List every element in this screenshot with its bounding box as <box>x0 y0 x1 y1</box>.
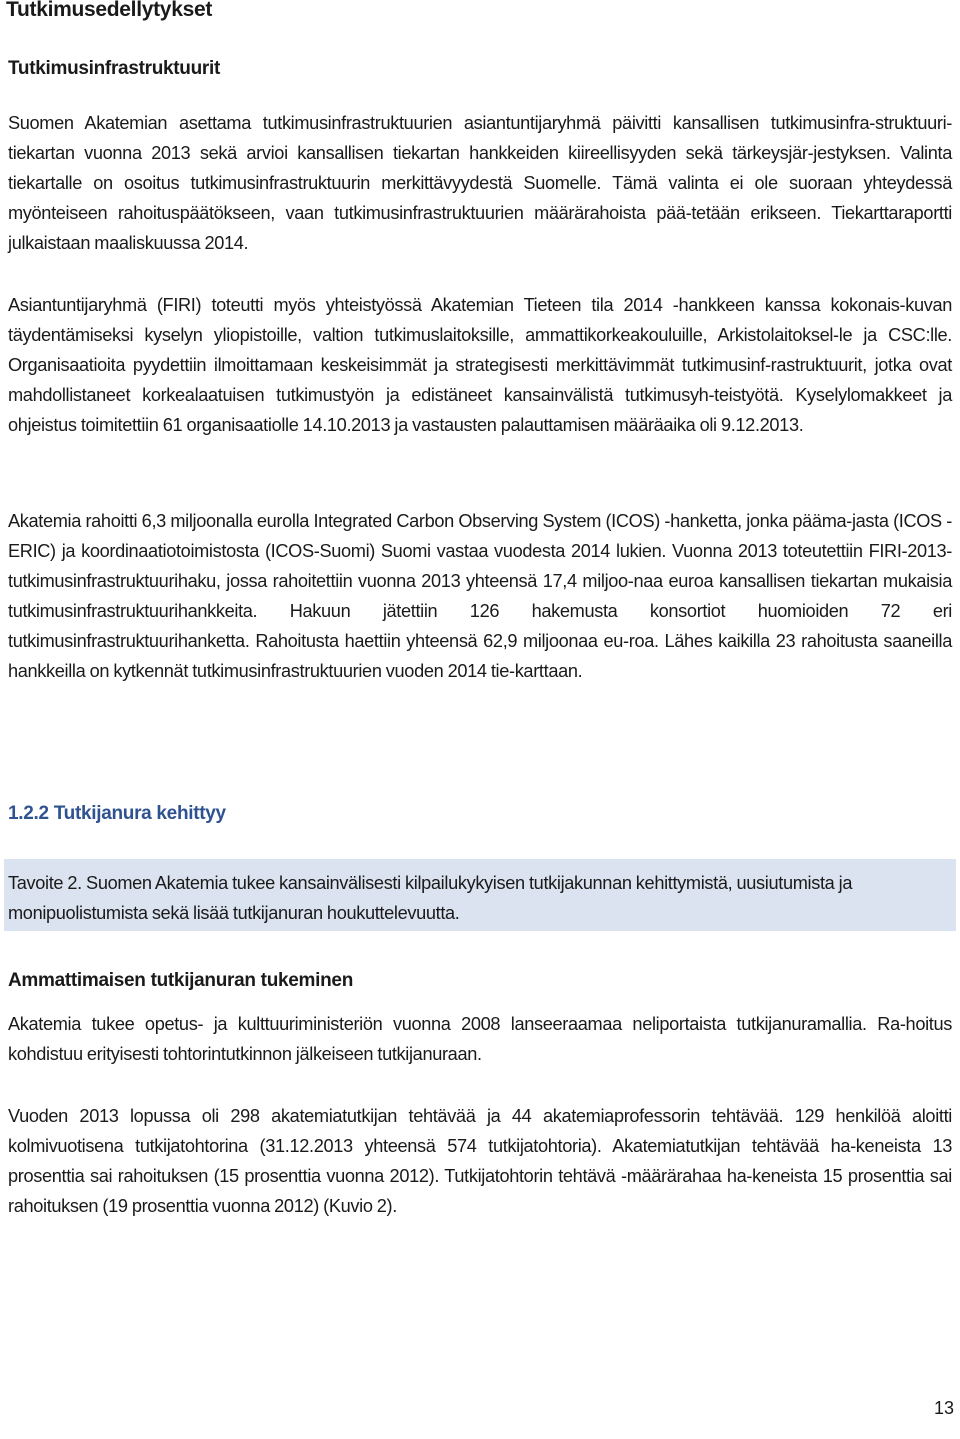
goal-box <box>4 859 956 931</box>
paragraph-icos-funding: Akatemia rahoitti 6,3 miljoonalla eurolla Integrated Carbon Observing System (ICOS) -hanketta, jonka pääma-jasta (ICOS -ERIC) ja koordinaatiotoimistosta (ICOS-Suomi) Suomi vastaa vuodesta 2014 lukien. Vuonna 2013 toteutettiin FIRI-2013-tutkimusinfrastruktuurihaku, jossa rahoitettiin vuonna 2013 yhteensä 17,4 miljoo-naa euroa kansallisen tiekartan mukaisia tutkimusinfrastruktuurihankkeita. Hakuun jätettiin 126 hakemusta konsortiot huomioiden 72 eri tutkimusinfrastruktuurihanketta. Rahoitusta haettiin yhteensä 62,9 miljoonaa eu-roa. Lähes kaikilla 23 rahoitusta saaneilla hankkeilla on kytkennät tutkimusinfrastruktuurien vuoden 2014 tie-karttaan. <box>8 511 952 681</box>
paragraph-roadmap: Suomen Akatemian asettama tutkimusinfrastruktuurien asiantuntijaryhmä päivitti kansallisen tutkimusinfra-struktuuri-tiekartan vuonna 2013 sekä arvioi kansallisen tiekartan hankkeiden kiireellisyyden sekä tärkeysjär-jestyksen. Valinta tiekartalle on osoitus tutkimusinfrastruktuurin merkittävyydestä Suomelle. Tämä valinta ei ole suoraan yhteydessä myönteiseen rahoituspäätökseen, vaan tutkimusinfrastruktuurien määrärahoista pää-tetään erikseen. Tiekarttaraportti julkaistaan maaliskuussa 2014. <box>8 113 952 253</box>
paragraph-career-statistics: Vuoden 2013 lopussa oli 298 akatemiatutkijan tehtävää ja 44 akatemiaprofessorin tehtävää. 129 henkilöä aloitti kolmivuotisena tutkijatohtorina (31.12.2013 yhteensä 574 tutkijatohtoria). Akatemiatutkijan tehtävää ha-keneista 13 prosenttia sai rahoituksen (15 prosenttia vuonna 2012). Tutkijatohtorin tehtävä -määrärahaa ha-keneista 15 prosenttia sai rahoituksen (19 prosenttia vuonna 2012) (Kuvio 2). <box>8 1106 952 1216</box>
main-heading: Tutkimusedellytykset <box>6 0 213 21</box>
paragraph-career-model: Akatemia tukee opetus- ja kulttuuriministeriön vuonna 2008 lanseeraamaa neliportaista tutkijanuramallia. Ra-hoitus kohdistuu erityisesti tohtorintutkinnon jälkeiseen tutkijanuraan. <box>8 1014 952 1064</box>
subheading-career-support: Ammattimaisen tutkijanuran tukeminen <box>8 970 353 991</box>
paragraph-firi-survey: Asiantuntijaryhmä (FIRI) toteutti myös yhteistyössä Akatemian Tieteen tila 2014 -hankkeen kanssa kokonais-kuvan täydentämiseksi kyselyn yliopistoille, valtion tutkimuslaitoksille, ammattikorkeakouluille, Arkistolaitoksel-le ja CSC:lle. Organisaatioita pyydettiin ilmoittamaan keskeisimmät ja strategisesti merkittävimmät tutkimusinf-rastruktuurit, jotka ovat mahdollistaneet korkealaatuisen tutkimustyön ja edistäneet kansainvälistä tutkimusyh-teistyötä. Kyselylomakkeet ja ohjeistus toimitettiin 61 organisaatiolle 14.10.2013 ja vastausten palauttamisen määräaika oli 9.12.2013. <box>8 295 952 435</box>
subheading-infrastructures: Tutkimusinfrastruktuurit <box>8 58 221 79</box>
goal-text: Tavoite 2. Suomen Akatemia tukee kansainvälisesti kilpailukykyisen tutkijakunnan kehittymistä, uusiutumista ja monipuolistumista sekä lisää tutkijanuran houkuttelevuutta. <box>8 873 853 923</box>
section-heading-career: 1.2.2 Tutkijanura kehittyy <box>8 803 226 824</box>
page-number: 13 <box>933 1398 954 1418</box>
